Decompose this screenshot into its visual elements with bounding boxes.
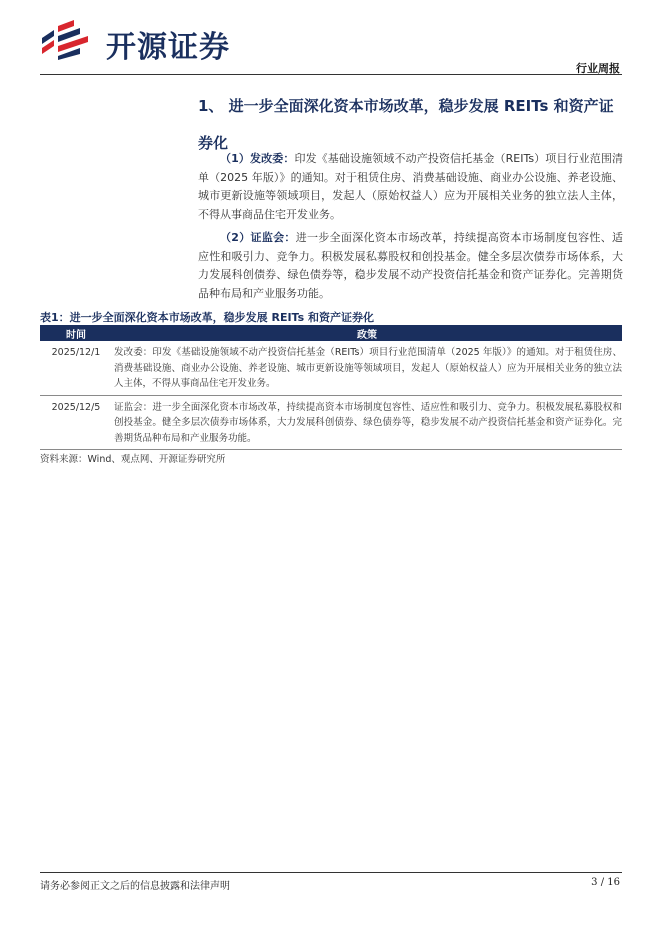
table-row: [40, 341, 622, 396]
company-logo: [40, 20, 255, 65]
row-date: 2025/12/1: [51, 347, 101, 358]
policy-table: [40, 325, 622, 450]
paragraph-label: （1）发改委：: [220, 152, 295, 165]
column-header-time: 时间: [66, 329, 86, 341]
section-title: 1、 进一步全面深化资本市场改革，稳步发展 REITs 和资产证券化: [198, 97, 614, 152]
page-number: 3 / 16: [591, 877, 620, 888]
paragraph-ndrc: [198, 150, 623, 224]
column-header-policy: 政策: [357, 329, 377, 341]
paragraph-csrc: [198, 229, 623, 303]
footer-divider: [40, 872, 622, 873]
table-row: [40, 396, 622, 451]
header-divider: [40, 74, 622, 75]
row-policy: 证监会：进一步全面深化资本市场改革，持续提高资本市场制度包容性、适应性和吸引力、竞争力。积极发展私募股权和创投基金。健全多层次债券市场体系，大力发展科创债券、绿色债券等，稳步发展不动产投资信托基金和资产证券化。完善期货品种布局和产业服务功能。: [114, 401, 622, 444]
paragraph-text: 印发《基础设施领域不动产投资信托基金（REITs）项目行业范围清单（2025 年版）》的通知。对于租赁住房、消费基础设施、商业办公设施、养老设施、城市更新设施等领域项目，发起人（原始权益人）应为开展相关业务的独立法人主体，不得从事商品住宅开发业务。: [198, 152, 623, 221]
paragraph-label: （2）证监会：: [220, 231, 296, 244]
footer-disclaimer: 请务必参阅正文之后的信息披露和法律声明: [40, 881, 230, 892]
table-caption: 表1：进一步全面深化资本市场改革，稳步发展 REITs 和资产证券化: [40, 311, 374, 324]
kaiyuan-logo-icon: [40, 20, 92, 60]
report-type-label: 行业周报: [576, 62, 620, 75]
paragraph-text: 进一步全面深化资本市场改革，持续提高资本市场制度包容性、适应性和吸引力、竞争力。积极发展私募股权和创投基金。健全多层次债券市场体系，大力发展科创债券、绿色债券等，稳步发展不动产投资信托基金和资产证券化。完善期货品种布局和产业服务功能。: [198, 231, 624, 300]
table-source-note: 资料来源：Wind、观点网、开源证券研究所: [40, 454, 226, 465]
row-policy: 发改委：印发《基础设施领域不动产投资信托基金（REITs）项目行业范围清单（2025 年版）》的通知。对于租赁住房、消费基础设施、商业办公设施、养老设施、城市更新设施等领域项目，发起人（原始权益人）应为开展相关业务的独立法人主体，不得从事商品住宅开发业务。: [114, 347, 622, 389]
table-header: [40, 325, 622, 341]
row-date: 2025/12/5: [51, 401, 101, 413]
logo-text: 开源证券: [106, 30, 230, 65]
